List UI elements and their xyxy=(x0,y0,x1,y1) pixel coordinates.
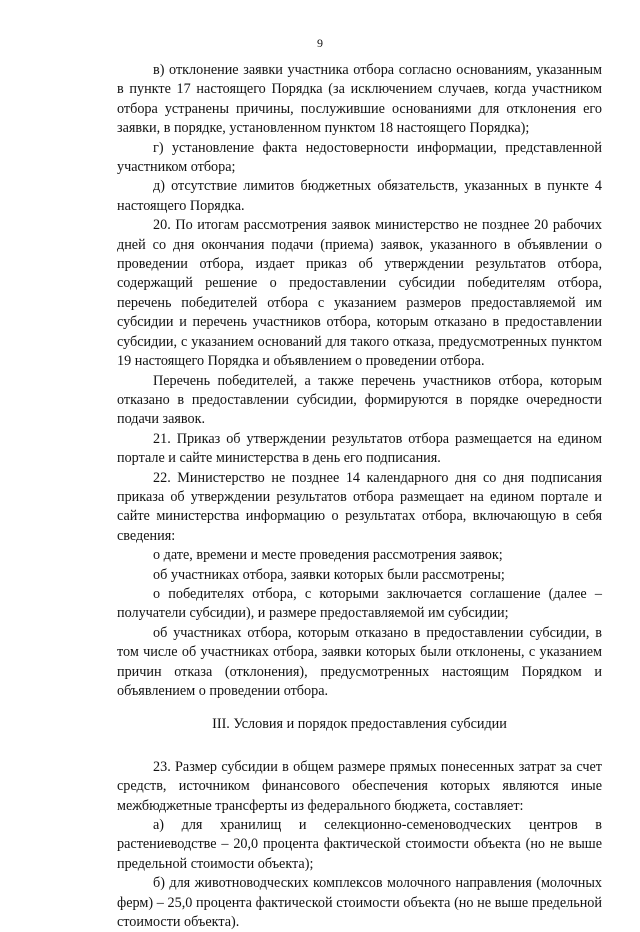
paragraph-20: 20. По итогам рассмотрения заявок министерство не позднее 20 рабочих дней со дня окончания подачи (приема) заявок, указанного в объявлении о проведении отбора, издает приказ об утверждении результатов отбора, содержащий решение о предоставлении субсидии победителям отбора, перечень победителей отбора с указанием размеров предоставляемой им субсидии и перечень участников отбора, которым отказано в предоставлении субсидии, с указанием оснований для такого отказа, предусмотренных пунктом 19 настоящего Порядка и объявлением о проведении отбора. xyxy=(117,217,602,370)
section-heading: III. Условия и порядок предоставления субсидии xyxy=(212,716,507,733)
paragraph-22-item-3: о победителях отбора, с которыми заключается соглашение (далее – получатели субсидии), и размере предоставляемой им субсидии; xyxy=(117,585,602,622)
page-number: 9 xyxy=(317,36,323,50)
paragraph-21: 21. Приказ об утверждении результатов отбора размещается на едином портале и сайте министерства в день его подписания. xyxy=(117,430,602,467)
paragraph-23-item-b: б) для животноводческих комплексов молочного направления (молочных ферм) – 25,0 процента фактической стоимости объекта (но не выше предельной стоимости объекта). xyxy=(117,875,602,931)
paragraph-item-g: г) установление факта недостоверности информации, представленной участником отбора; xyxy=(117,139,602,176)
paragraph-23-item-a: а) для хранилищ и селекционно-семеноводческих центров в растениеводстве – 20,0 процента фактической стоимости объекта (но не выше предельной стоимости объекта); xyxy=(117,817,602,872)
paragraph-23: 23. Размер субсидии в общем размере прямых понесенных затрат за счет средств, источником финансового обеспечения которых являются иные межбюджетные трансферты из федерального бюджета, составляет: xyxy=(117,758,602,814)
paragraph-item-v: в) отклонение заявки участника отбора согласно основаниям, указанным в пункте 17 настоящего Порядка (за исключением случаев, когда участником отбора устранены причины, послужившие основаниями для отклонения его заявки, в порядке, установленном пунктом 18 настоящего Порядка); xyxy=(117,62,602,137)
paragraph-22: 22. Министерство не позднее 14 календарного дня со дня подписания приказа об утверждении результатов отбора размещает на едином портале и сайте министерства информацию о результатах отбора, включающую в себя сведения: xyxy=(117,469,602,544)
paragraph-20-list: Перечень победителей, а также перечень участников отбора, которым отказано в предоставлении субсидии, формируются в порядке очередности подачи заявок. xyxy=(117,372,602,428)
paragraph-22-item-2: об участниках отбора, заявки которых были рассмотрены; xyxy=(153,566,505,583)
paragraph-22-item-1: о дате, времени и месте проведения рассмотрения заявок; xyxy=(153,547,503,564)
paragraph-item-d: д) отсутствие лимитов бюджетных обязательств, указанных в пункте 4 настоящего Порядка. xyxy=(117,178,602,214)
paragraph-22-item-4: об участниках отбора, которым отказано в предоставлении субсидии, в том числе об участниках отбора, заявки которых были отклонены, с указанием причин отказа (отклонения), предусмотренных настоящим Порядком и объявлением о проведении отбора. xyxy=(117,624,602,699)
document-body xyxy=(117,61,602,932)
